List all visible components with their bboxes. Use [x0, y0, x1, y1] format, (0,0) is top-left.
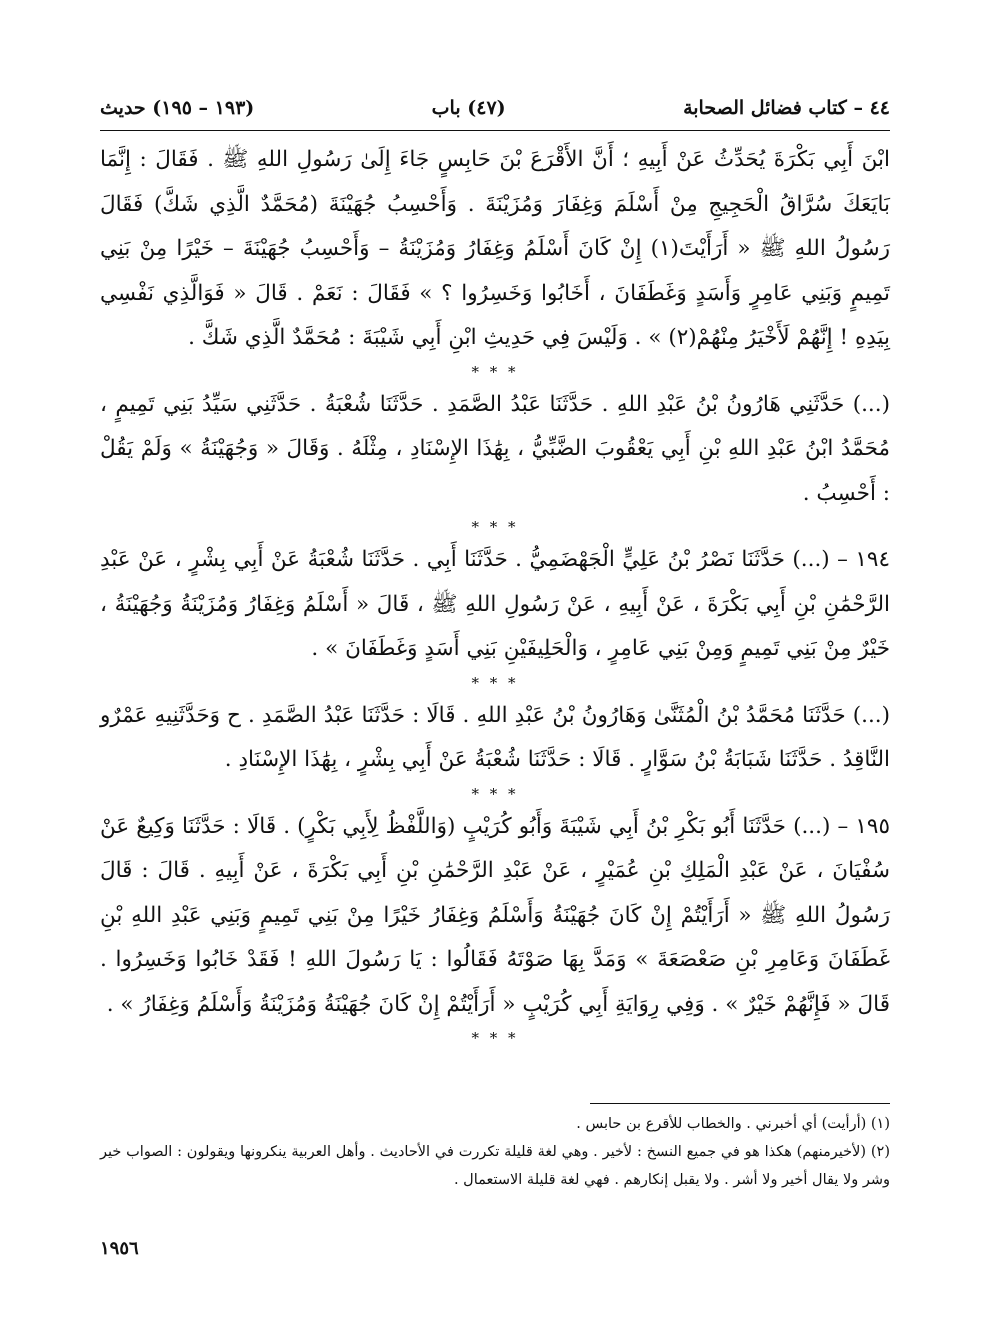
- footnotes: [100, 1110, 890, 1194]
- separator-4: * * *: [471, 784, 519, 803]
- header-rule: [100, 130, 890, 131]
- paragraph-4: (...) حَدَّثَنَا مُحَمَّدُ بْنُ الْمُثَنَّىٰ وَهَارُونُ بْنُ عَبْدِ اللهِ . قَالَا : حَدَّثَنَا عَبْدُ الصَّمَدِ . ح وَحَدَّثَنِيهِ عَمْرٌو النَّاقِدُ . حَدَّثَنَا شَبَابَةُ بْنُ سَوَّارٍ . قَالَا : حَدَّثَنَا شُعْبَةُ عَنْ أَبِي بِشْرٍ ، بِهَٰذَا الإِسْنَادِ .: [100, 702, 890, 772]
- separator-1: * * *: [471, 362, 519, 381]
- separator-3: * * *: [471, 673, 519, 692]
- header-chapter: (٤٧) باب: [431, 97, 506, 119]
- separator-2: * * *: [471, 518, 519, 536]
- page-number: ١٩٥٦: [100, 1238, 139, 1259]
- paragraph-1: ابْنَ أَبِي بَكْرَةَ يُحَدِّثُ عَنْ أَبِيهِ ؛ أَنَّ الأَقْرَعَ بْنَ حَابِسٍ جَاءَ إِلَىٰ رَسُولِ اللهِ ﷺ . فَقَالَ : إِنَّمَا بَايَعَكَ سُرَّاقُ الْحَجِيجِ مِنْ أَسْلَمَ وَغِفَارَ وَمُزَيْنَةَ . وَأَحْسِبُ جُهَيْنَةَ (مُحَمَّدٌ الَّذِي شَكَّ) فَقَالَ رَسُولُ اللهِ ﷺ « أَرَأَيْتَ(١) إِنْ كَانَ أَسْلَمُ وَغِفَارُ وَمُزَيْنَةُ – وَأَحْسِبُ جُهَيْنَةَ – خَيْرًا مِنْ بَنِي تَمِيمٍ وَبَنِي عَامِرٍ وَأَسَدٍ وَغَطَفَانَ ، أَخَابُوا وَخَسِرُوا ؟ » فَقَالَ : نَعَمْ . قَالَ « فَوَالَّذِي نَفْسِي بِيَدِهِ ! إِنَّهُمْ لَأَخْيَرُ مِنْهُمْ(٢) » . وَلَيْسَ فِي حَدِيثِ ابْنِ أَبِي شَيْبَةَ : مُحَمَّدٌ الَّذِي شَكَّ .: [100, 147, 890, 350]
- header-book-title: ٤٤ – كتاب فضائل الصحابة: [683, 97, 890, 119]
- main-text: [100, 138, 890, 1049]
- paragraph-3: ١٩٤ – (...) حَدَّثَنَا نَصْرُ بْنُ عَلِيٍّ الْجَهْضَمِيُّ . حَدَّثَنَا أَبِي . حَدَّثَنَا شُعْبَةُ عَنْ أَبِي بِشْرٍ ، عَنْ عَبْدِ الرَّحْمَٰنِ بْنِ أَبِي بَكْرَةَ ، عَنْ أَبِيهِ ، عَنْ رَسُولِ اللهِ ﷺ ، قَالَ « أَسْلَمُ وَغِفَارُ وَمُزَيْنَةُ وَجُهَيْنَةُ ، خَيْرٌ مِنْ بَنِي تَمِيمٍ وَمِنْ بَنِي عَامِرٍ ، وَالْحَلِيفَيْنِ بَنِي أَسَدٍ وَغَطَفَانَ » .: [100, 547, 890, 661]
- paragraph-5: ١٩٥ – (...) حَدَّثَنَا أَبُو بَكْرِ بْنُ أَبِي شَيْبَةَ وَأَبُو كُرَيْبٍ (وَاللَّفْظُ لِأَبِي بَكْرٍ) . قَالَا : حَدَّثَنَا وَكِيعٌ عَنْ سُفْيَانَ ، عَنْ عَبْدِ الْمَلِكِ بْنِ عُمَيْرٍ ، عَنْ عَبْدِ الرَّحْمَٰنِ بْنِ أَبِي بَكْرَةَ ، عَنْ أَبِيهِ . قَالَ : قَالَ رَسُولُ اللهِ ﷺ « أَرَأَيْتُمْ إِنْ كَانَ جُهَيْنَةُ وَأَسْلَمُ وَغِفَارُ خَيْرًا مِنْ بَنِي تَمِيمٍ وَبَنِي عَبْدِ اللهِ بْنِ غَطَفَانَ وَعَامِرِ بْنِ صَعْصَعَةَ » وَمَدَّ بِهَا صَوْتَهُ فَقَالُوا : يَا رَسُولَ اللهِ ! فَقَدْ خَابُوا وَخَسِرُوا . قَالَ « فَإِنَّهُمْ خَيْرٌ » . وَفِي رِوَايَةِ أَبِي كُرَيْبٍ « أَرَأَيْتُمْ إِنْ كَانَ جُهَيْنَةُ وَمُزَيْنَةُ وَأَسْلَمُ وَغِفَارُ » .: [100, 813, 890, 1017]
- header-hadith-range: (١٩٣ – ١٩٥) حديث: [100, 97, 255, 119]
- separator-5: * * *: [471, 1029, 519, 1047]
- footnote-2: (٢) (لأخيرمنهم) هكذا هو في جميع النسخ : لأخير . وهي لغة قليلة تكررت في الأحاديث . وأهل العربية ينكرونها ويقولون : الصواب خير وشر ولا يقال أخير ولا أشر . ولا يقبل إنكارهم . فهي لغة قليلة الاستعمال .: [100, 1144, 890, 1188]
- paragraph-2: (...) حَدَّثَنِي هَارُونُ بْنُ عَبْدِ اللهِ . حَدَّثَنَا عَبْدُ الصَّمَدِ . حَدَّثَنَا شُعْبَةُ . حَدَّثَنِي سَيِّدُ بَنِي تَمِيمٍ ، مُحَمَّدُ ابْنُ عَبْدِ اللهِ بْنِ أَبِي يَعْقُوبَ الضَّبِّيُّ ، بِهَٰذَا الإِسْنَادِ ، مِثْلَهُ . وَقَالَ « وَجُهَيْنَةُ » وَلَمْ يَقُلْ : أَحْسِبُ .: [100, 391, 890, 506]
- running-header: [100, 88, 890, 128]
- footnote-1: (١) (أرأيت) أي أخبرني . والخطاب للأقرع بن حابس .: [576, 1116, 890, 1132]
- footnote-rule: [590, 1103, 890, 1104]
